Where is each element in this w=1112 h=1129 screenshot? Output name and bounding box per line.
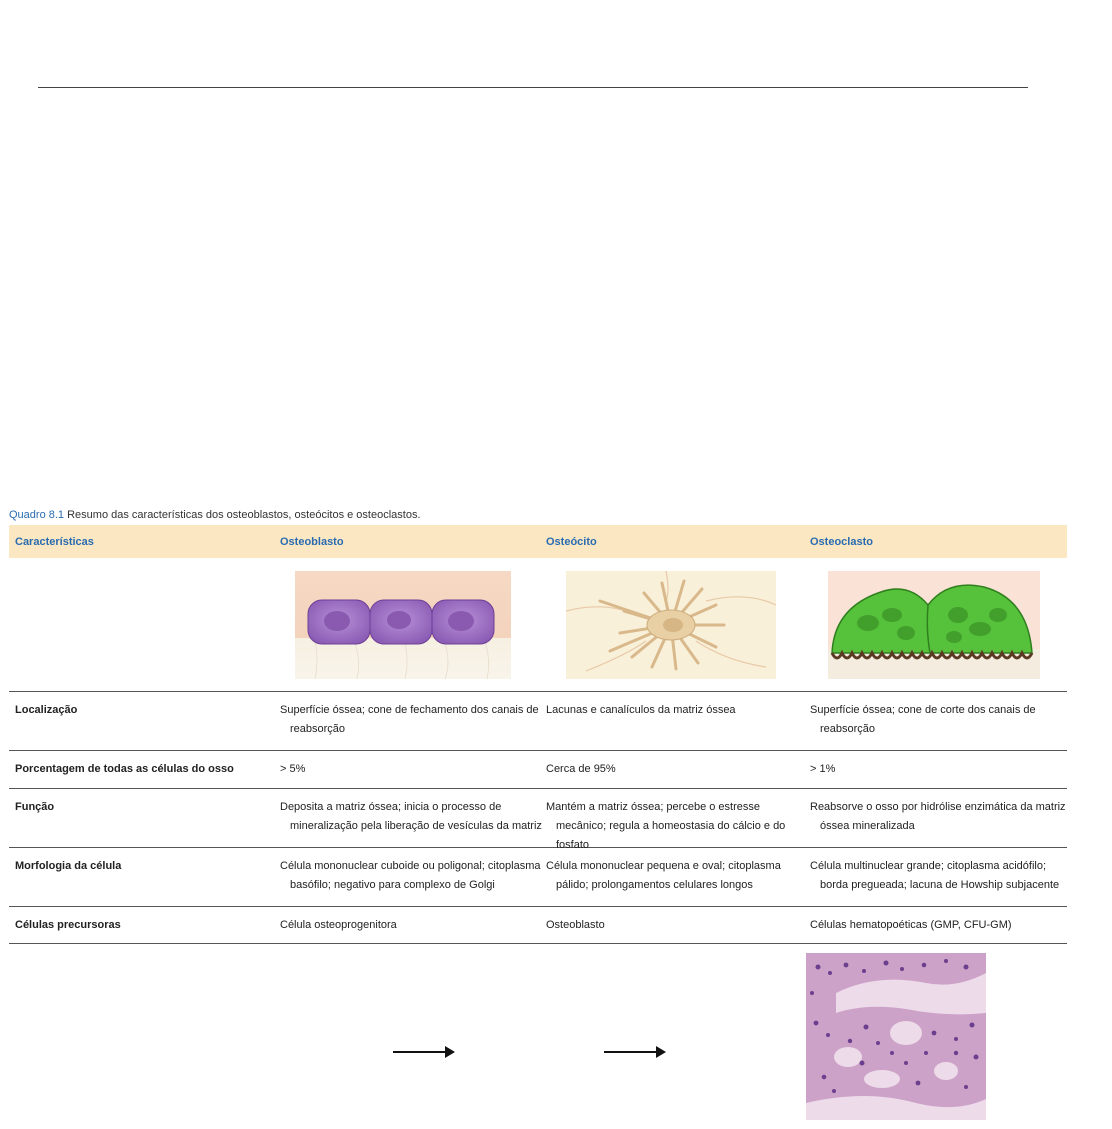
table-cell: Superfície óssea; cone de corte dos canais de reabsorção — [810, 704, 1036, 735]
histology-micrograph — [806, 953, 986, 1120]
osteoblast-illustration — [295, 571, 511, 679]
row-label: Função — [15, 801, 55, 813]
table-cell: Células hematopoéticas (GMP, CFU-GM) — [810, 919, 1012, 931]
top-rule — [38, 87, 1028, 88]
table-row-function — [9, 789, 1067, 851]
table-cell: Cerca de 95% — [546, 763, 616, 775]
row-label: Localização — [15, 704, 78, 716]
header-osteoblast: Osteoblasto — [280, 535, 344, 548]
table-row-location — [9, 692, 1067, 751]
row-label: Células precursoras — [15, 919, 121, 931]
table-header — [9, 525, 1067, 558]
table-cell: Célula multinuclear grande; citoplasma acidófilo; borda pregueada; lacuna de Howship subjacente — [810, 860, 1060, 891]
header-osteoclast: Osteoclasto — [810, 535, 873, 548]
header-osteocyte: Osteócito — [546, 535, 597, 548]
row-label: Porcentagem de todas as células do osso — [15, 763, 234, 775]
table-cell: Célula osteoprogenitora — [280, 919, 397, 931]
illustration-row — [9, 558, 1067, 692]
table-cell: Osteoblasto — [546, 919, 605, 931]
table-cell: > 5% — [280, 763, 306, 775]
arrow-right-icon — [393, 1051, 453, 1053]
table-row-precursors — [9, 907, 1067, 944]
table-caption — [9, 509, 421, 521]
arrow-right-icon — [604, 1051, 664, 1053]
caption-text: Resumo das características dos osteoblastos, osteócitos e osteoclastos. — [64, 509, 421, 521]
table-row-morphology — [9, 848, 1067, 907]
caption-number: Quadro 8.1 — [9, 509, 65, 521]
table-row-percentage — [9, 751, 1067, 789]
table-cell: Deposita a matriz óssea; inicia o processo de mineralização pela liberação de vesículas da matriz — [280, 801, 542, 832]
table-cell: Reabsorve o osso por hidrólise enzimática da matriz óssea mineralizada — [810, 801, 1066, 832]
osteocyte-illustration — [566, 571, 776, 679]
table-cell: Lacunas e canalículos da matriz óssea — [546, 704, 736, 716]
table-cell: > 1% — [810, 763, 836, 775]
table-cell: Célula mononuclear cuboide ou poligonal; citoplasma basófilo; negativo para complexo de Golgi — [280, 860, 541, 891]
osteoclast-illustration — [828, 571, 1040, 679]
table-cell: Superfície óssea; cone de fechamento dos canais de reabsorção — [280, 704, 539, 735]
table-cell: Célula mononuclear pequena e oval; citoplasma pálido; prolongamentos celulares longos — [546, 860, 781, 891]
header-characteristics: Características — [15, 535, 94, 548]
summary-table — [9, 525, 1067, 944]
row-label: Morfologia da célula — [15, 860, 122, 872]
table-cell: Mantém a matriz óssea; percebe o estresse mecânico; regula a homeostasia do cálcio e do fosfato — [546, 801, 786, 851]
